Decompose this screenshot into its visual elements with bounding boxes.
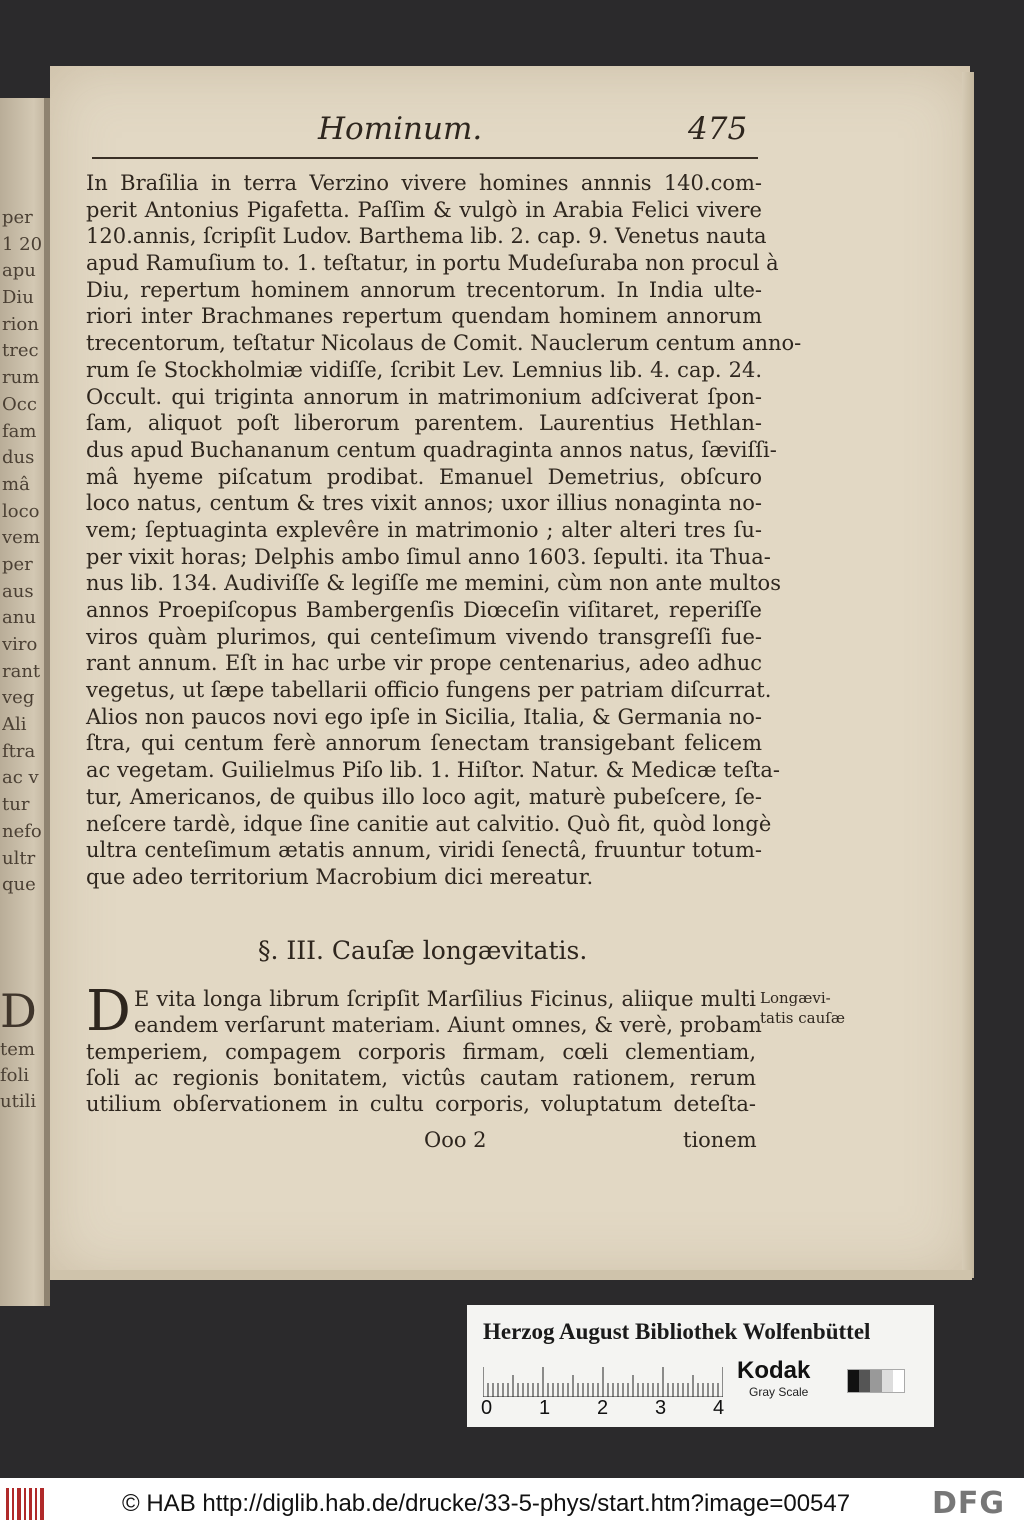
kodak-logo: Kodak <box>737 1357 811 1384</box>
grayscale-label: Gray Scale <box>749 1385 809 1399</box>
margin-note <box>760 988 852 1028</box>
section-text <box>86 979 762 1117</box>
text-line: vegetus, ut ſæpe tabellarii officio fungens per patriam diſcurrat. <box>86 678 772 703</box>
page-number: 475 <box>688 111 748 147</box>
text-line: apud Ramuſium to. 1. teſtatur, in portu Mudeſuraba non procul à <box>86 251 779 276</box>
facing-page-line: anu <box>2 607 36 629</box>
text-line: utilium obſervationem in cultu corporis, voluptatum deteſta- <box>86 1092 756 1117</box>
ruler-label: 0 <box>481 1397 493 1419</box>
facing-page-line: aus <box>2 580 34 602</box>
facing-page-line: Occ <box>2 393 37 415</box>
facing-page-line: rion <box>2 313 39 335</box>
facing-page-bottom-text <box>0 985 44 1115</box>
facing-page-initial: D <box>0 984 37 1038</box>
facing-page-line: rant <box>2 660 41 682</box>
ruler-label: 1 <box>539 1397 551 1419</box>
text-line: riori inter Brachmanes repertum quendam hominem annorum <box>86 304 762 329</box>
library-name: Herzog August Bibliothek Wolfenbüttel <box>483 1319 871 1344</box>
text-line: ac vegetam. Guilielmus Piſo lib. 1. Hiſtor. Natur. & Medicæ teſta- <box>86 758 780 783</box>
facing-page-line: per <box>2 207 33 228</box>
page-edge-bottom <box>50 1270 972 1280</box>
facing-page-line: ftra <box>2 740 36 762</box>
facing-page-line: que <box>2 874 36 896</box>
text-line: ſoli ac regionis bonitatem, victûs cautam rationem, rerum <box>86 1065 756 1090</box>
margin-note-line: Longævi- <box>760 989 831 1007</box>
facing-page-line: foli <box>0 1065 30 1086</box>
catchword: tionem <box>683 1128 757 1152</box>
text-line: dus apud Buchananum centum quadraginta annos natus, ſæviſſi- <box>86 437 777 462</box>
text-line: eandem verſarunt materiam. Aiunt omnes, & verè, probam <box>134 1013 762 1038</box>
text-line: vem; ſeptuaginta explevêre in matrimonio ; alter alteri tres ſu- <box>86 517 762 542</box>
margin-note-line: tatis cauſæ <box>760 1009 845 1027</box>
text-line: trecentorum, teſtatur Nicolaus de Comit. Nauclerum centum anno- <box>86 331 802 356</box>
section-heading: §. III. Cauſæ longævitatis. <box>258 936 588 965</box>
footer-bar <box>0 1478 1024 1529</box>
facing-page-line: rum <box>2 367 40 389</box>
facing-page-line: tur <box>2 794 30 816</box>
facing-page-line: mâ <box>2 473 30 495</box>
text-line: tur, Americanos, de quibus illo loco agit, maturè pubeſcere, ſe- <box>86 784 762 809</box>
facing-page-line: apu <box>2 260 36 282</box>
copyright-url: © HAB http://diglib.hab.de/drucke/33-5-phys/start.htm?image=00547 <box>122 1490 851 1517</box>
text-line: ſam, aliquot poſt liberorum parentem. Laurentius Hethlan- <box>86 411 762 436</box>
text-line: perit Antonius Pigafetta. Paſſim & vulgò in Arabia Felici vivere <box>86 197 762 222</box>
ruler-label: 4 <box>713 1397 725 1419</box>
facing-page-line: utili <box>0 1091 37 1112</box>
text-line: ultra centeſimum ætatis annum, viridi ſenectâ, fruuntur totum- <box>86 838 762 863</box>
text-line: Alios non paucos novi ego ipſe in Sicilia, Italia, & Germania no- <box>86 704 762 729</box>
text-line: rant annum. Eſt in hac urbe vir prope centenarius, adeo adhuc <box>86 651 762 676</box>
text-line: viros quàm plurimos, qui centeſimum vivendo transgreſſi fue- <box>86 624 762 649</box>
text-line: E vita longa librum ſcripſit Marſilius Ficinus, aliique multi <box>134 987 756 1011</box>
text-line: ſtra, qui centum ferè annorum ſenectam transigebant felicem <box>86 731 762 756</box>
facing-page-line: viro <box>2 634 38 655</box>
ruler-label: 2 <box>597 1397 609 1419</box>
text-line: nus lib. 134. Audiviſſe & legiſſe me memini, cùm non ante multos <box>86 571 781 596</box>
text-line: neſcere tardè, idque ſine canitie aut calvitio. Quò fit, quòd longè <box>86 811 772 836</box>
facing-page-text <box>2 205 42 899</box>
facing-page-line: ultr <box>2 847 36 869</box>
text-line: Diu, repertum hominem annorum trecentorum. In India ulte- <box>86 277 762 302</box>
page-edge-right <box>962 72 974 1278</box>
facing-page-line: nefo <box>2 820 42 842</box>
facing-page-line: veg <box>2 687 35 709</box>
text-line: que adeo territorium Macrobium dici mereatur. <box>86 864 594 889</box>
facing-page-line: Diu <box>2 287 34 309</box>
facing-page-line: Ali <box>2 714 27 736</box>
color-target-card <box>467 1305 934 1427</box>
ruler-label: 3 <box>655 1397 667 1419</box>
gray-patches <box>847 1369 905 1393</box>
running-head: Hominum. <box>318 111 483 147</box>
facing-page-line: loco <box>2 500 40 522</box>
facing-page-line: vem <box>2 527 40 549</box>
text-line: temperiem, compagem corporis firmam, cœli clementiam, <box>86 1039 756 1064</box>
facing-page-line: dus <box>2 447 35 469</box>
facing-page-line: trec <box>2 340 39 362</box>
text-line: In Braſilia in terra Verzino vivere homines annnis 140.com- <box>86 171 762 195</box>
text-line: loco natus, centum & tres vixit annos; uxor illius nonaginta no- <box>86 491 762 516</box>
header-rule <box>92 157 758 159</box>
facing-page-line: tem <box>0 1039 35 1060</box>
facing-page-line: per <box>2 553 33 575</box>
facing-page-line: 1 20 <box>2 233 42 255</box>
text-line: 120.annis, ſcripſit Ludov. Barthema lib. 2. cap. 9. Venetus nauta <box>86 224 767 249</box>
facing-page-line: ac v <box>2 767 39 789</box>
body-text <box>86 170 802 891</box>
text-line: per vixit horas; Delphis ambo ſimul anno 1603. ſepulti. ita Thua- <box>86 544 771 569</box>
barcode-icon <box>6 1488 46 1520</box>
text-line: rum ſe Stockholmiæ vidiſſe, ſcribit Lev. Lemnius lib. 4. cap. 24. <box>86 357 762 382</box>
drop-initial: D <box>86 979 131 1044</box>
signature-mark: Ooo 2 <box>424 1128 487 1152</box>
text-line: Occult. qui triginta annorum in matrimonium adſciverat ſpon- <box>86 384 762 409</box>
facing-page-bottom-lines <box>0 1037 44 1115</box>
ruler-scale <box>483 1357 723 1397</box>
dfg-logo: DFG <box>932 1486 1006 1521</box>
text-line: mâ hyeme piſcatum prodibat. Emanuel Demetrius, obſcuro <box>86 464 762 489</box>
facing-page-line: fam <box>2 420 37 442</box>
text-line: annos Proepiſcopus Bambergenſis Diœceſin viſitaret, reperiſſe <box>86 598 762 622</box>
